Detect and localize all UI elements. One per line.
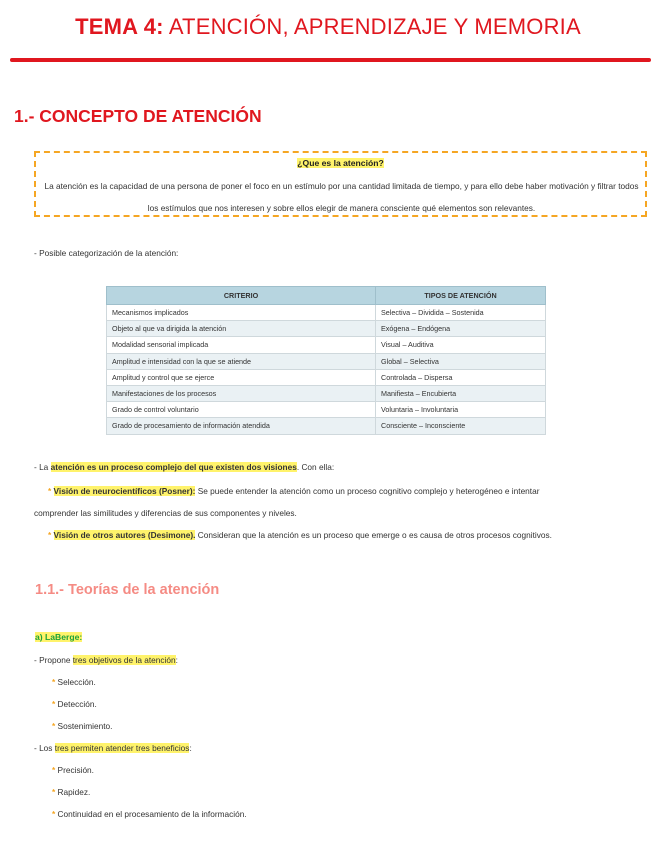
laberge-heading: a) LaBerge:	[35, 632, 83, 642]
table-row	[107, 337, 546, 353]
table-cell: Grado de procesamiento de información atendida	[107, 418, 376, 434]
table-row	[107, 305, 546, 321]
table-cell: Modalidad sensorial implicada	[107, 337, 376, 353]
table-row	[107, 321, 546, 337]
vision-desimone: * Visión de otros autores (Desimone). Consideran que la atención es un proceso que emerge o es causa de otros procesos cognitivos.	[48, 530, 552, 540]
title-underline	[10, 58, 651, 62]
title-rest: ATENCIÓN, APRENDIZAJE Y MEMORIA	[163, 14, 581, 39]
list-item: * Selección.	[52, 677, 96, 687]
list-item: * Detección.	[52, 699, 97, 709]
attention-table	[106, 286, 546, 435]
table-cell: Mecanismos implicados	[107, 305, 376, 321]
benefits-highlight: tres permiten atender tres beneficios	[54, 743, 190, 753]
list-item: * Continuidad en el procesamiento de la información.	[52, 809, 247, 819]
definition-question: ¿Que es la atención?	[297, 158, 384, 168]
table-row	[107, 353, 546, 369]
visions-highlight: atención es un proceso complejo del que existen dos visiones	[50, 462, 297, 472]
table-row	[107, 418, 546, 434]
table-cell: Amplitud y control que se ejerce	[107, 369, 376, 385]
table-cell: Amplitud e intensidad con la que se atiende	[107, 353, 376, 369]
table-row	[107, 369, 546, 385]
vision-posner-label: Visión de neurocientíficos (Posner):	[53, 486, 196, 496]
table-row	[107, 385, 546, 401]
table-cell: Global – Selectiva	[376, 353, 546, 369]
table-cell: Manifiesta – Encubierta	[376, 385, 546, 401]
visions-intro: - La atención es un proceso complejo del que existen dos visiones. Con ella:	[34, 462, 335, 472]
objectives-intro: - Propone tres objetivos de la atención:	[34, 655, 178, 665]
document-title	[0, 14, 656, 40]
table-cell: Selectiva – Dividida – Sostenida	[376, 305, 546, 321]
table-cell: Controlada – Dispersa	[376, 369, 546, 385]
list-item: * Sostenimiento.	[52, 721, 112, 731]
table-cell: Grado de control voluntario	[107, 402, 376, 418]
table-header-row	[107, 287, 546, 305]
section-heading: 1.- CONCEPTO DE ATENCIÓN	[14, 106, 262, 126]
table-cell: Exógena – Endógena	[376, 321, 546, 337]
table-cell: Manifestaciones de los procesos	[107, 385, 376, 401]
benefits-intro: - Los tres permiten atender tres beneficios:	[34, 743, 192, 753]
vision-posner: * Visión de neurocientíficos (Posner): Se puede entender la atención como un proceso cognitivo complejo y heterogéneo e intentar	[48, 486, 539, 496]
table-cell: Objeto al que va dirigida la atención	[107, 321, 376, 337]
title-bold: TEMA 4:	[75, 14, 164, 39]
definition-box	[34, 151, 647, 217]
subsection-heading: 1.1.- Teorías de la atención	[35, 582, 220, 598]
col-header-tipos: TIPOS DE ATENCIÓN	[376, 287, 546, 305]
list-item: * Precisión.	[52, 765, 94, 775]
table-cell: Consciente – Inconsciente	[376, 418, 546, 434]
objectives-highlight: tres objetivos de la atención	[72, 655, 176, 665]
table-cell: Voluntaria – Involuntaria	[376, 402, 546, 418]
list-item: * Rapidez.	[52, 787, 90, 797]
vision-posner-continued: comprender las similitudes y diferencias de sus componentes y niveles.	[34, 508, 297, 518]
table-row	[107, 402, 546, 418]
categorization-intro: - Posible categorización de la atención:	[34, 248, 179, 258]
vision-desimone-label: Visión de otros autores (Desimone).	[53, 530, 196, 540]
table-cell: Visual – Auditiva	[376, 337, 546, 353]
definition-text: La atención es la capacidad de una persona de poner el foco en un estímulo por una cantidad limitada de tiempo, y para ello debe haber motivación y filtrar todos los estímulos que nos interesen y sobre ellos elegir de manera consciente qué elementos son relevantes.	[44, 181, 639, 213]
col-header-criterio: CRITERIO	[107, 287, 376, 305]
